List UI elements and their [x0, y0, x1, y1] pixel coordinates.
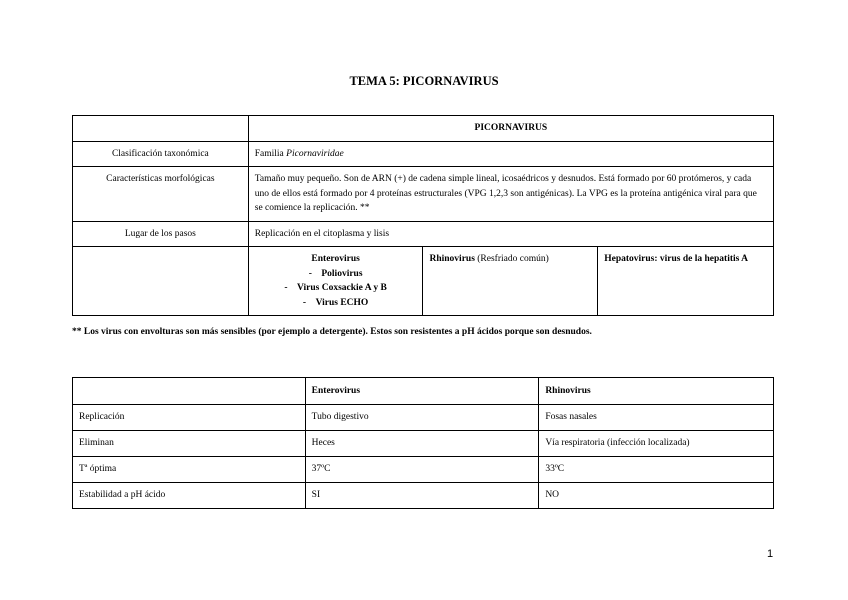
table-cell: 33ºC	[539, 457, 774, 483]
column-header-enterovirus: Enterovirus	[305, 378, 539, 405]
table-row	[73, 483, 774, 509]
rhinovirus-title: Rhinovirus	[429, 254, 475, 264]
enterovirus-cell	[248, 247, 423, 316]
table-cell: NO	[539, 483, 774, 509]
table-corner-cell	[73, 116, 249, 142]
comparison-table	[72, 377, 774, 509]
row-label: Características morfológicas	[73, 167, 249, 222]
table-cell: Vía respiratoria (infección localizada)	[539, 431, 774, 457]
row-label: Estabilidad a pH ácido	[73, 483, 306, 509]
row-label: Lugar de los pasos	[73, 221, 249, 247]
list-item-text: Virus ECHO	[315, 297, 369, 308]
row-label: Tª óptima	[73, 457, 306, 483]
table-header-row	[73, 378, 774, 405]
table-cell: SI	[305, 483, 539, 509]
table-cell: 37ºC	[305, 457, 539, 483]
list-item: - Virus Coxsackie A y B	[284, 283, 387, 293]
list-item: - Poliovirus	[308, 268, 363, 279]
table-corner-cell	[73, 378, 306, 405]
family-name: Picornaviridae	[286, 148, 344, 159]
row-label: Eliminan	[73, 431, 306, 457]
value-prefix: Familia	[254, 148, 287, 159]
list-item-text: Poliovirus	[321, 268, 363, 279]
hepatovirus-title: Hepatovirus: virus de la hepatitis A	[604, 254, 749, 264]
row-value	[248, 141, 773, 167]
table-cell: Tubo digestivo	[305, 405, 539, 431]
list-item-text: Virus Coxsackie A y B	[296, 283, 387, 293]
table-header: PICORNAVIRUS	[248, 116, 773, 142]
table-row	[73, 405, 774, 431]
enterovirus-title: Enterovirus	[311, 254, 360, 264]
row-value: Tamaño muy pequeño. Son de ARN (+) de cadena simple lineal, icosaédricos y desnudos. Está formado por 60 protómeros, y cada uno de ellos está formado por 4 proteínas estructurales (VPG 1,2,3 son antigénicas). La VPG es la proteína antigénica viral para que se comience la replicación. **	[248, 167, 773, 222]
picornavirus-table	[72, 115, 774, 316]
rhinovirus-note: (Resfriado común)	[474, 254, 549, 264]
page-title: TEMA 5: PICORNAVIRUS	[349, 74, 499, 88]
table-row	[73, 457, 774, 483]
table-row	[73, 431, 774, 457]
table-cell: Heces	[305, 431, 539, 457]
empty-cell	[73, 247, 249, 316]
footnote: ** Los virus con envolturas son más sensibles (por ejemplo a detergente). Estos son resistentes a pH ácidos porque son desnudos.	[72, 327, 592, 337]
table-row	[73, 221, 774, 247]
hepatovirus-cell	[598, 247, 774, 316]
row-value: Replicación en el citoplasma y lisis	[248, 221, 773, 247]
list-item: - Virus ECHO	[302, 297, 369, 308]
page-number: 1	[767, 548, 774, 560]
table-cell: Fosas nasales	[539, 405, 774, 431]
table-row	[73, 141, 774, 167]
column-header-rhinovirus: Rhinovirus	[539, 378, 774, 405]
table-row	[73, 167, 774, 222]
table-header-row	[73, 116, 774, 142]
genera-row	[73, 247, 774, 316]
row-label: Clasificación taxonómica	[73, 141, 249, 167]
row-label: Replicación	[73, 405, 306, 431]
rhinovirus-cell	[423, 247, 598, 316]
